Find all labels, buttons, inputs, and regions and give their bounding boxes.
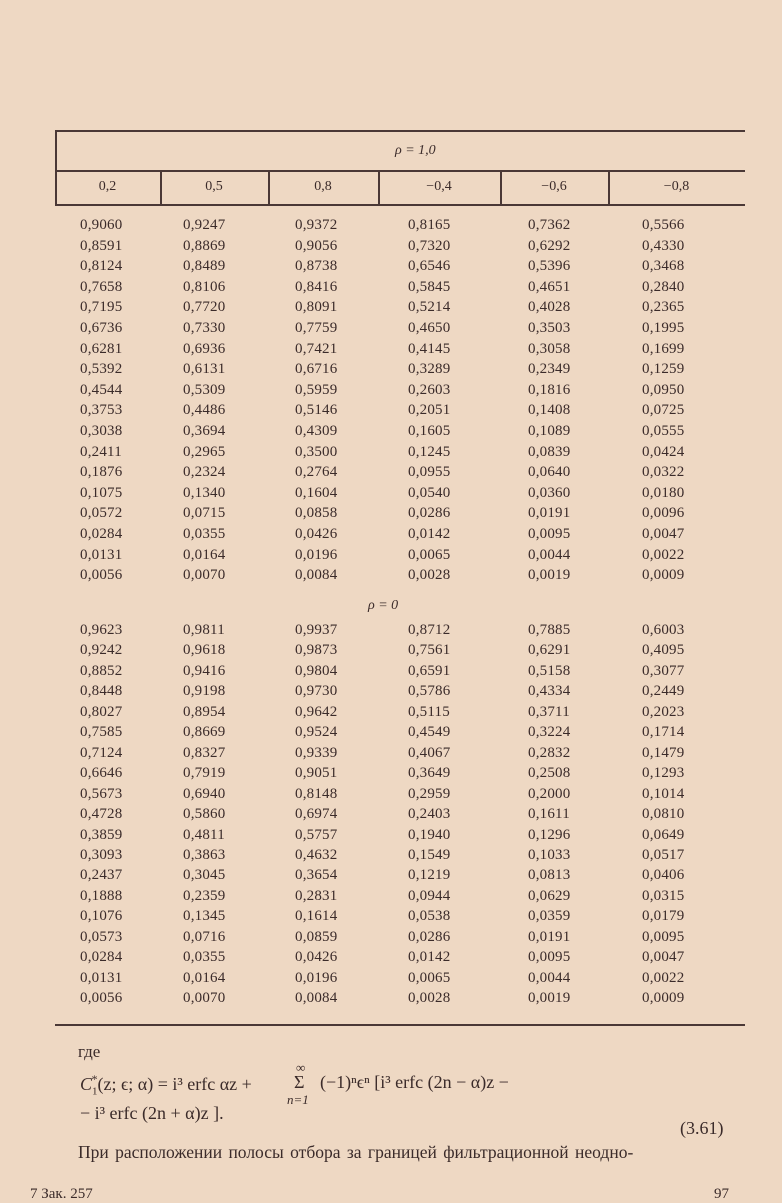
table-row bbox=[0, 423, 782, 443]
table-cell: 0,0955 bbox=[408, 464, 451, 481]
table-cell: 0,0517 bbox=[642, 846, 685, 863]
table-cell: 0,5309 bbox=[183, 381, 226, 398]
table-cell: 0,1605 bbox=[408, 423, 451, 439]
table-cell: 0,9060 bbox=[80, 217, 123, 233]
table-cell: 0,0426 bbox=[295, 949, 338, 966]
table-cell: 0,4650 bbox=[408, 320, 451, 336]
header-divider bbox=[55, 170, 745, 172]
table-cell: 0,0725 bbox=[642, 402, 685, 419]
table-cell: 0,0715 bbox=[183, 505, 226, 522]
table-cell: 0,2508 bbox=[528, 765, 571, 782]
table-cell: 0,8106 bbox=[183, 278, 226, 295]
page-number: 97 bbox=[714, 1186, 729, 1202]
table-cell: 0,4549 bbox=[408, 724, 451, 741]
table-cell: 0,9339 bbox=[295, 744, 338, 761]
table-cell: 0,0047 bbox=[642, 526, 685, 542]
table-cell: 0,6974 bbox=[295, 806, 338, 823]
table-cell: 0,1340 bbox=[183, 484, 226, 501]
table-cell: 0,8591 bbox=[80, 237, 123, 254]
table-cell: 0,2764 bbox=[295, 464, 338, 481]
table-cell: 0,2023 bbox=[642, 703, 685, 720]
table-cell: 0,0813 bbox=[528, 867, 571, 884]
table-cell: 0,0142 bbox=[408, 949, 451, 966]
table-cell: 0,2603 bbox=[408, 381, 451, 398]
table-cell: 0,1293 bbox=[642, 765, 685, 782]
table-row bbox=[0, 990, 782, 1010]
table-cell: 0,0196 bbox=[295, 546, 338, 563]
table-cell: 0,9642 bbox=[295, 703, 338, 720]
table-cell: 0,3859 bbox=[80, 826, 123, 843]
table-cell: 0,1089 bbox=[528, 423, 571, 439]
table-cell: 0,0131 bbox=[80, 969, 123, 986]
table-cell: 0,4544 bbox=[80, 381, 123, 398]
sum-bottom: n=1 bbox=[287, 1092, 309, 1107]
table-cell: 0,0028 bbox=[408, 990, 451, 1007]
table-cell: 0,6940 bbox=[183, 785, 226, 802]
table-cell: 0,7720 bbox=[183, 299, 226, 316]
table-cell: 0,0019 bbox=[528, 567, 571, 584]
table-cell: 0,9247 bbox=[183, 217, 226, 233]
formula-line-1 bbox=[80, 1072, 252, 1098]
table-cell: 0,0286 bbox=[408, 505, 451, 522]
table-cell: 0,5146 bbox=[295, 402, 338, 419]
table-row bbox=[0, 622, 782, 642]
table-row bbox=[0, 505, 782, 525]
table-cell: 0,8852 bbox=[80, 662, 123, 679]
table-cell: 0,4145 bbox=[408, 340, 451, 357]
table-cell: 0,9873 bbox=[295, 642, 338, 659]
table-cell: 0,0056 bbox=[80, 990, 123, 1007]
table-cell: 0,8327 bbox=[183, 744, 226, 761]
table-cell: 0,3289 bbox=[408, 361, 451, 378]
table-cell: 0,1604 bbox=[295, 484, 338, 501]
table-cell: 0,3045 bbox=[183, 867, 226, 884]
table-cell: 0,8712 bbox=[408, 622, 451, 638]
table-row bbox=[0, 642, 782, 662]
table-cell: 0,5673 bbox=[80, 785, 123, 802]
table-cell: 0,0540 bbox=[408, 484, 451, 501]
formula-lhs: C bbox=[80, 1074, 93, 1094]
table-row bbox=[0, 765, 782, 785]
table-cell: 0,0355 bbox=[183, 526, 226, 542]
table-cell: 0,1479 bbox=[642, 744, 685, 761]
table-cell: 0,9416 bbox=[183, 662, 226, 679]
table-cell: 0,0315 bbox=[642, 887, 685, 904]
table-cell: 0,3649 bbox=[408, 765, 451, 782]
table-row bbox=[0, 704, 782, 724]
table-cell: 0,9056 bbox=[295, 237, 338, 254]
table-cell: 0,3077 bbox=[642, 662, 685, 679]
table-row bbox=[0, 786, 782, 806]
column-divider bbox=[500, 170, 502, 205]
table-cell: 0,3711 bbox=[528, 703, 570, 720]
table-cell: 0,1296 bbox=[528, 826, 571, 843]
table-cell: 0,2437 bbox=[80, 867, 123, 884]
table-cell: 0,4811 bbox=[183, 826, 225, 843]
table-cell: 0,5860 bbox=[183, 806, 226, 823]
table-row bbox=[0, 547, 782, 567]
table-cell: 0,5396 bbox=[528, 258, 571, 275]
table-cell: 0,0180 bbox=[642, 484, 685, 501]
formula-rest: (−1)ⁿϵⁿ [i³ erfc (2n − α)z − bbox=[320, 1072, 509, 1092]
table-cell: 0,8448 bbox=[80, 683, 123, 700]
table-cell: 0,3500 bbox=[295, 443, 338, 460]
table-row bbox=[0, 361, 782, 381]
column-divider bbox=[268, 170, 270, 205]
sum-top: ∞ bbox=[296, 1060, 306, 1075]
body-paragraph: При расположении полосы отбора за границей фильтрационной неодно- bbox=[78, 1142, 634, 1162]
table-cell: 0,0629 bbox=[528, 887, 571, 904]
where-label: где bbox=[78, 1042, 101, 1061]
table-row bbox=[0, 485, 782, 505]
table-cell: 0,0044 bbox=[528, 969, 571, 986]
table-cell: 0,6292 bbox=[528, 237, 571, 254]
sum-symbol: Σ bbox=[294, 1072, 305, 1092]
table-cell: 0,0950 bbox=[642, 381, 685, 398]
table-cell: 0,1614 bbox=[295, 908, 338, 925]
table-cell: 0,7585 bbox=[80, 724, 123, 741]
table-cell: 0,0716 bbox=[183, 928, 226, 945]
table-cell: 0,1075 bbox=[80, 484, 123, 501]
table-cell: 0,7195 bbox=[80, 299, 123, 316]
table-cell: 0,4309 bbox=[295, 423, 338, 439]
table-cell: 0,9623 bbox=[80, 622, 123, 638]
table-cell: 0,4486 bbox=[183, 402, 226, 419]
table-cell: 0,0191 bbox=[528, 928, 571, 945]
table-cell: 0,3654 bbox=[295, 867, 338, 884]
table-row bbox=[0, 888, 782, 908]
header-bottom-rule bbox=[55, 204, 745, 206]
table-cell: 0,4728 bbox=[80, 806, 123, 823]
table-top-rule bbox=[55, 130, 745, 132]
table-cell: 0,9804 bbox=[295, 662, 338, 679]
table-row bbox=[0, 382, 782, 402]
table-cell: 0,3468 bbox=[642, 258, 685, 275]
table-cell: 0,1245 bbox=[408, 443, 451, 460]
table-cell: 0,0142 bbox=[408, 526, 451, 542]
table-cell: 0,1345 bbox=[183, 908, 226, 925]
table-row bbox=[0, 745, 782, 765]
table-row bbox=[0, 238, 782, 258]
table-cell: 0,8738 bbox=[295, 258, 338, 275]
table-cell: 0,6291 bbox=[528, 642, 571, 659]
table-cell: 0,3694 bbox=[183, 423, 226, 439]
table-cell: 0,6736 bbox=[80, 320, 123, 336]
table-cell: 0,6646 bbox=[80, 765, 123, 782]
table-cell: 0,8027 bbox=[80, 703, 123, 720]
column-divider bbox=[378, 170, 380, 205]
table-cell: 0,5757 bbox=[295, 826, 338, 843]
table-cell: 0,5845 bbox=[408, 278, 451, 295]
rho-header-1: ρ = 1,0 bbox=[395, 143, 436, 158]
table-cell: 0,8954 bbox=[183, 703, 226, 720]
table-cell: 0,5115 bbox=[408, 703, 450, 720]
table-row bbox=[0, 341, 782, 361]
table-cell: 0,0009 bbox=[642, 567, 685, 584]
table-cell: 0,0191 bbox=[528, 505, 571, 522]
table-cell: 0,7330 bbox=[183, 320, 226, 336]
table-cell: 0,0056 bbox=[80, 567, 123, 584]
table-cell: 0,5959 bbox=[295, 381, 338, 398]
table-cell: 0,8124 bbox=[80, 258, 123, 275]
table-row bbox=[0, 217, 782, 237]
table-cell: 0,0640 bbox=[528, 464, 571, 481]
table-cell: 0,1408 bbox=[528, 402, 571, 419]
table-cell: 0,2403 bbox=[408, 806, 451, 823]
table-cell: 0,0406 bbox=[642, 867, 685, 884]
table-row bbox=[0, 867, 782, 887]
table-cell: 0,0019 bbox=[528, 990, 571, 1007]
table-row bbox=[0, 279, 782, 299]
table-row bbox=[0, 806, 782, 826]
table-cell: 0,2324 bbox=[183, 464, 226, 481]
column-header: 0,8 bbox=[314, 179, 332, 194]
rho-header-2: ρ = 0 bbox=[368, 598, 399, 613]
table-cell: 0,9051 bbox=[295, 765, 338, 782]
footer-left: 7 Зак. 257 bbox=[30, 1186, 93, 1202]
table-cell: 0,8165 bbox=[408, 217, 451, 233]
table-cell: 0,0022 bbox=[642, 969, 685, 986]
table-cell: 0,6003 bbox=[642, 622, 685, 638]
formula-args: (z; ϵ; α) = i³ erfc αz + bbox=[97, 1074, 252, 1094]
table-cell: 0,6281 bbox=[80, 340, 123, 357]
column-header: −0,6 bbox=[541, 179, 567, 194]
table-cell: 0,7124 bbox=[80, 744, 123, 761]
table-cell: 0,6131 bbox=[183, 361, 226, 378]
table-row bbox=[0, 724, 782, 744]
table-row bbox=[0, 970, 782, 990]
table-row bbox=[0, 663, 782, 683]
table-cell: 0,0858 bbox=[295, 505, 338, 522]
table-cell: 0,7421 bbox=[295, 340, 338, 357]
table-cell: 0,2959 bbox=[408, 785, 451, 802]
table-row bbox=[0, 526, 782, 546]
table-cell: 0,0322 bbox=[642, 464, 685, 481]
table-cell: 0,1888 bbox=[80, 887, 123, 904]
table-row bbox=[0, 827, 782, 847]
table-cell: 0,1549 bbox=[408, 846, 451, 863]
table-cell: 0,8489 bbox=[183, 258, 226, 275]
table-cell: 0,0164 bbox=[183, 546, 226, 563]
table-cell: 0,2840 bbox=[642, 278, 685, 295]
table-cell: 0,7561 bbox=[408, 642, 451, 659]
table-cell: 0,0426 bbox=[295, 526, 338, 542]
table-cell: 0,5158 bbox=[528, 662, 571, 679]
table-cell: 0,9811 bbox=[183, 622, 225, 638]
table-cell: 0,0555 bbox=[642, 423, 685, 439]
table-cell: 0,0572 bbox=[80, 505, 123, 522]
table-cell: 0,2831 bbox=[295, 887, 338, 904]
table-cell: 0,0095 bbox=[528, 526, 571, 542]
table-cell: 0,0028 bbox=[408, 567, 451, 584]
column-divider bbox=[608, 170, 610, 205]
table-cell: 0,6716 bbox=[295, 361, 338, 378]
table-cell: 0,0424 bbox=[642, 443, 685, 460]
table-cell: 0,0047 bbox=[642, 949, 685, 966]
table-cell: 0,7362 bbox=[528, 217, 571, 233]
table-cell: 0,0084 bbox=[295, 567, 338, 584]
table-cell: 0,1876 bbox=[80, 464, 123, 481]
table-cell: 0,0164 bbox=[183, 969, 226, 986]
table-cell: 0,2051 bbox=[408, 402, 451, 419]
table-cell: 0,2832 bbox=[528, 744, 571, 761]
table-row bbox=[0, 444, 782, 464]
table-cell: 0,2965 bbox=[183, 443, 226, 460]
table-cell: 0,9198 bbox=[183, 683, 226, 700]
table-cell: 0,8869 bbox=[183, 237, 226, 254]
table-cell: 0,9937 bbox=[295, 622, 338, 638]
table-row bbox=[0, 567, 782, 587]
table-cell: 0,0065 bbox=[408, 546, 451, 563]
table-cell: 0,0096 bbox=[642, 505, 685, 522]
table-cell: 0,7320 bbox=[408, 237, 451, 254]
table-cell: 0,2000 bbox=[528, 785, 571, 802]
table-cell: 0,2349 bbox=[528, 361, 571, 378]
table-cell: 0,1611 bbox=[528, 806, 570, 823]
table-cell: 0,2359 bbox=[183, 887, 226, 904]
table-cell: 0,1699 bbox=[642, 340, 685, 357]
table-cell: 0,0944 bbox=[408, 887, 451, 904]
table-cell: 0,4067 bbox=[408, 744, 451, 761]
table-cell: 0,5392 bbox=[80, 361, 123, 378]
table-cell: 0,0573 bbox=[80, 928, 123, 945]
table-cell: 0,4095 bbox=[642, 642, 685, 659]
table-cell: 0,3863 bbox=[183, 846, 226, 863]
column-header: 0,2 bbox=[98, 179, 117, 194]
table-cell: 0,6591 bbox=[408, 662, 451, 679]
table-cell: 0,1714 bbox=[642, 724, 685, 741]
table-cell: 0,0131 bbox=[80, 546, 123, 563]
table-row bbox=[0, 320, 782, 340]
table-row bbox=[0, 299, 782, 319]
table-cell: 0,0649 bbox=[642, 826, 685, 843]
table-cell: 0,4632 bbox=[295, 846, 338, 863]
table-cell: 0,4028 bbox=[528, 299, 571, 316]
table-cell: 0,9242 bbox=[80, 642, 123, 659]
column-header: −0,8 bbox=[663, 179, 690, 194]
table-cell: 0,1816 bbox=[528, 381, 571, 398]
table-cell: 0,0070 bbox=[183, 990, 226, 1007]
table-cell: 0,7919 bbox=[183, 765, 226, 782]
table-cell: 0,0538 bbox=[408, 908, 451, 925]
table-cell: 0,0084 bbox=[295, 990, 338, 1007]
formula-line-2: − i³ erfc (2n + α)z ]. bbox=[80, 1103, 224, 1123]
table-row bbox=[0, 908, 782, 928]
table-row bbox=[0, 464, 782, 484]
table-cell: 0,0095 bbox=[528, 949, 571, 966]
table-cell: 0,7759 bbox=[295, 320, 338, 336]
column-header: 0,5 bbox=[205, 179, 223, 194]
table-bottom-rule bbox=[55, 1024, 745, 1026]
table-cell: 0,0359 bbox=[528, 908, 571, 925]
table-cell: 0,8416 bbox=[295, 278, 338, 295]
table-cell: 0,0095 bbox=[642, 928, 685, 945]
table-cell: 0,0065 bbox=[408, 969, 451, 986]
table-row bbox=[0, 929, 782, 949]
table-cell: 0,9618 bbox=[183, 642, 226, 659]
table-cell: 0,2411 bbox=[80, 443, 122, 460]
table-row bbox=[0, 683, 782, 703]
column-divider bbox=[160, 170, 162, 205]
table-cell: 0,0355 bbox=[183, 949, 226, 966]
table-cell: 0,3503 bbox=[528, 320, 571, 336]
table-cell: 0,5566 bbox=[642, 217, 685, 233]
table-cell: 0,0196 bbox=[295, 969, 338, 986]
table-cell: 0,0810 bbox=[642, 806, 685, 823]
formula-sup: * bbox=[91, 1072, 98, 1086]
equation-number: (3.61) bbox=[680, 1118, 724, 1138]
table-cell: 0,2449 bbox=[642, 683, 685, 700]
table-cell: 0,1995 bbox=[642, 320, 685, 336]
table-cell: 0,4334 bbox=[528, 683, 571, 700]
table-cell: 0,0022 bbox=[642, 546, 685, 563]
table-row bbox=[0, 402, 782, 422]
table-row bbox=[0, 847, 782, 867]
table-cell: 0,0286 bbox=[408, 928, 451, 945]
table-row bbox=[0, 949, 782, 969]
table-cell: 0,5214 bbox=[408, 299, 451, 316]
table-cell: 0,1940 bbox=[408, 826, 451, 843]
table-cell: 0,1076 bbox=[80, 908, 123, 925]
table-cell: 0,8669 bbox=[183, 724, 226, 741]
table-cell: 0,1014 bbox=[642, 785, 685, 802]
table-cell: 0,2365 bbox=[642, 299, 685, 316]
table-cell: 0,0859 bbox=[295, 928, 338, 945]
table-cell: 0,8148 bbox=[295, 785, 338, 802]
table-cell: 0,3038 bbox=[80, 423, 123, 439]
table-cell: 0,7658 bbox=[80, 278, 123, 295]
table-cell: 0,1033 bbox=[528, 846, 571, 863]
table-cell: 0,9730 bbox=[295, 683, 338, 700]
table-cell: 0,4330 bbox=[642, 237, 685, 254]
table-cell: 0,9524 bbox=[295, 724, 338, 741]
table-cell: 0,1219 bbox=[408, 867, 451, 884]
table-cell: 0,5786 bbox=[408, 683, 451, 700]
table-cell: 0,0070 bbox=[183, 567, 226, 584]
table-cell: 0,8091 bbox=[295, 299, 338, 316]
table-cell: 0,9372 bbox=[295, 217, 338, 233]
table-cell: 0,0839 bbox=[528, 443, 571, 460]
table-cell: 0,0009 bbox=[642, 990, 685, 1007]
table-cell: 0,3058 bbox=[528, 340, 571, 357]
table-cell: 0,0179 bbox=[642, 908, 685, 925]
table-cell: 0,6936 bbox=[183, 340, 226, 357]
table-cell: 0,0284 bbox=[80, 949, 123, 966]
table-cell: 0,0284 bbox=[80, 526, 123, 542]
table-cell: 0,0044 bbox=[528, 546, 571, 563]
formula-sub: 1 bbox=[92, 1085, 98, 1098]
table-cell: 0,3224 bbox=[528, 724, 571, 741]
table-cell: 0,0360 bbox=[528, 484, 571, 501]
table-cell: 0,6546 bbox=[408, 258, 451, 275]
table-cell: 0,1259 bbox=[642, 361, 685, 378]
table-cell: 0,3753 bbox=[80, 402, 123, 419]
table-row bbox=[0, 258, 782, 278]
column-header: −0,4 bbox=[426, 179, 452, 194]
table-cell: 0,7885 bbox=[528, 622, 571, 638]
table-cell: 0,4651 bbox=[528, 278, 571, 295]
table-cell: 0,3093 bbox=[80, 846, 123, 863]
